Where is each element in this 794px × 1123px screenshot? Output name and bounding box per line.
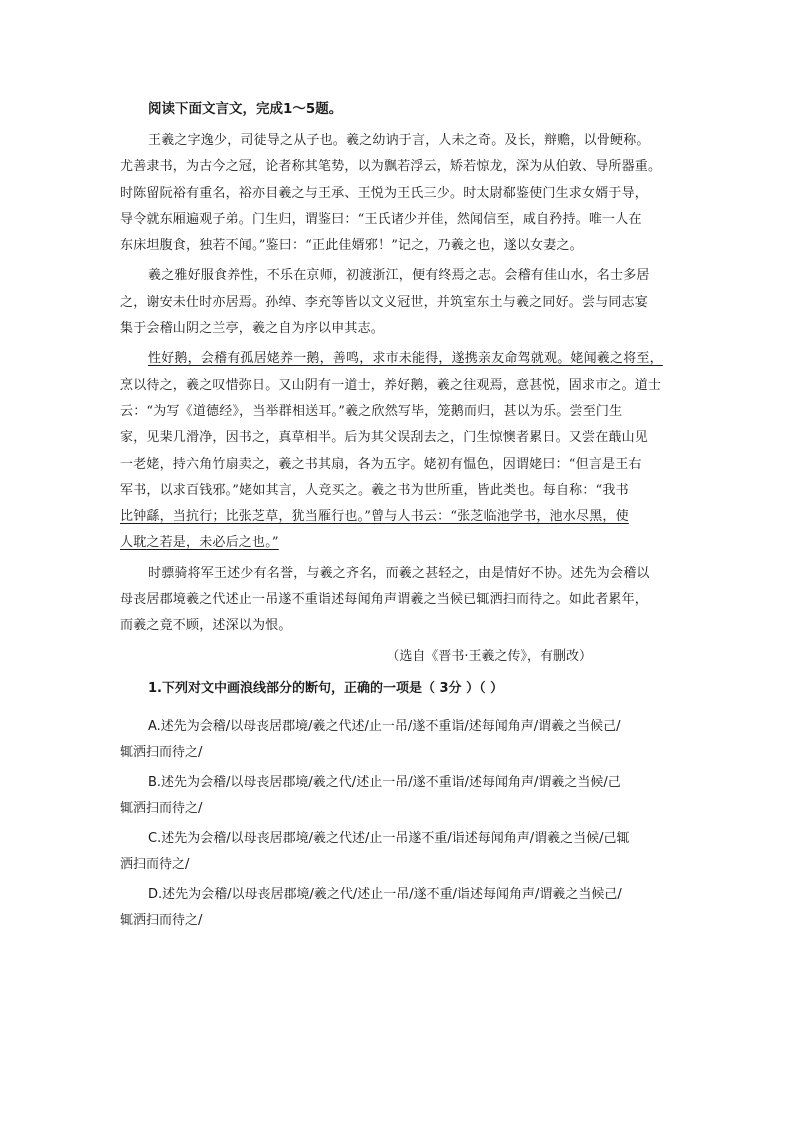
text-line: 家，见棐几滑净，因书之，真草相半。后为其父误刮去之，门生惊懊者累日。又尝在蕺山见 xyxy=(120,430,649,446)
paragraph-4 xyxy=(120,561,680,640)
option-line: A.述先为会稽/以母丧居郡境/羲之代述/止一吊/遂不重诣/述每闻角声/谓羲之当候己/ xyxy=(148,718,621,734)
underlined-text-line: 比钟繇，当抗行；比张芝草，犹当雁行也。”曾与人书云：“张芝临池学书，池水尽黑，使 xyxy=(120,509,629,525)
option-d[interactable] xyxy=(120,882,680,934)
option-line: 辄洒扫而待之/ xyxy=(120,912,203,928)
paragraph-3 xyxy=(120,346,680,556)
text-line: 王羲之字逸少，司徒导之从子也。羲之幼讷于言，人未之奇。及长，辩赡，以骨鲠称。 xyxy=(148,133,650,148)
text-line: 东床坦腹食，独若不闻。”鉴曰：“正此佳婿邪！”记之，乃羲之也，遂以女妻之。 xyxy=(120,238,583,254)
option-c[interactable] xyxy=(120,826,680,878)
source-citation: （选自《晋书·王羲之传》，有删改） xyxy=(386,648,592,664)
text-line: 而羲之竟不顾，述深以为恨。 xyxy=(120,618,292,634)
document-page xyxy=(120,98,680,938)
question-stem: 1.下列对文中画浪线部分的断句，正确的一项是（ 3分 ）（ ） xyxy=(148,680,504,696)
option-line: 洒扫而待之/ xyxy=(120,856,190,872)
text-line: 烹以待之，羲之叹惜弥日。又山阴有一道士，养好鹅，羲之往观焉，意甚悦，固求市之。道士 xyxy=(120,377,662,393)
option-a[interactable] xyxy=(120,714,680,766)
option-line: 辄洒扫而待之/ xyxy=(120,744,203,760)
option-line: 辄洒扫而待之/ xyxy=(120,800,203,816)
text-line: 时骠骑将军王述少有名誉，与羲之齐名，而羲之甚轻之，由是情好不协。述先为会稽以 xyxy=(148,565,650,581)
option-b[interactable] xyxy=(120,770,680,822)
underlined-text-line: 性好鹅，会稽有孤居姥养一鹅，善鸣，求市未能得，遂携亲友命驾就观。姥闻羲之将至， xyxy=(148,351,663,367)
text-line: 母丧居郡境羲之代述止一吊遂不重诣述每闻角声谓羲之当候已辄洒扫而待之。如此者累年， xyxy=(120,592,649,608)
section-heading: 阅读下面文言文，完成1～5题。 xyxy=(148,101,343,117)
text-line: 云：“为写《道德经》，当举群相送耳。”羲之欣然写毕，笼鹅而归，甚以为乐。尝至门生 xyxy=(120,403,623,419)
text-line: 军书，以求百钱邪。”姥如其言，人竞买之。羲之书为世所重，皆此类也。每自称：“我书 xyxy=(120,482,629,498)
text-line: 集于会稽山阴之兰亭，羲之自为序以申其志。 xyxy=(120,321,385,337)
option-line: D.述先为会稽/以母丧居郡境/羲之代/述止一吊/遂不重/诣述每闻角声/谓羲之当候己/ xyxy=(148,886,622,902)
option-line: C.述先为会稽/以母丧居郡境/羲之代述/止一吊遂不重/诣述每闻角声/谓羲之当候/己辄 xyxy=(148,830,630,846)
text-line: 导令就东厢遍观子弟。门生归，谓鉴曰：“王氏诸少并佳，然闻信至，咸自矜持。唯一人在 xyxy=(120,211,642,227)
text-line: 一老姥，持六角竹扇卖之，羲之书其扇，各为五字。姥初有愠色，因谓姥曰：“但言是王右 xyxy=(120,456,642,472)
option-line: B.述先为会稽/以母丧居郡境/羲之代/述止一吊/遂不重诣/述每闻角声/谓羲之当候/己 xyxy=(148,774,621,790)
text-line: 尤善隶书，为古今之冠，论者称其笔势，以为飘若浮云，矫若惊龙，深为从伯敦、导所器重。 xyxy=(120,159,662,175)
paragraph-2 xyxy=(120,263,680,342)
paragraph-1 xyxy=(120,128,680,259)
text-line: 羲之雅好服食养性，不乐在京师，初渡浙江，便有终焉之志。会稽有佳山水，名士多居 xyxy=(148,268,650,284)
text-line: 时陈留阮裕有重名，裕亦目羲之与王承、王悦为王氏三少。时太尉郗鉴使门生求女婿于导， xyxy=(120,185,649,201)
underlined-text-line: 人耽之若是，未必后之也。” xyxy=(120,535,279,551)
text-line: 之，谢安未仕时亦居焉。孙绰、李充等皆以文义冠世，并筑室东土与羲之同好。尝与同志宴 xyxy=(120,294,649,310)
